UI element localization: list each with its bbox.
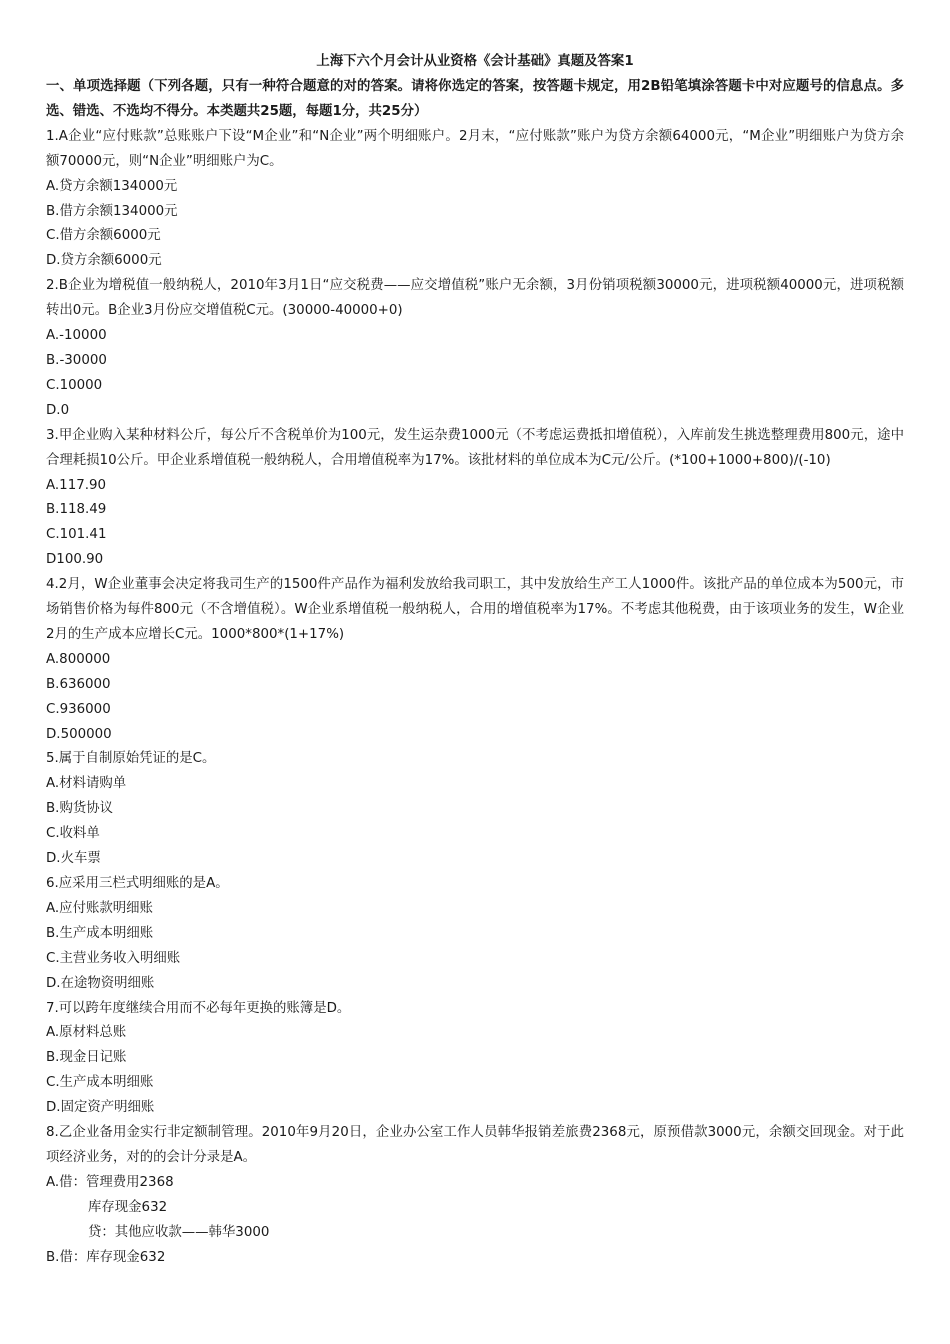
question-stem: 8.乙企业备用金实行非定额制管理。2010年9月20日，企业办公室工作人员韩华报销差旅费2368元，原预借款3000元，余额交回现金。对于此项经济业务，对的的会计分录是A。: [46, 1125, 904, 1165]
answer-option: C.10000: [46, 377, 103, 393]
answer-option: A.贷方余额134000元: [46, 178, 178, 194]
answer-option: C.收料单: [46, 826, 100, 842]
answer-option: A.应付账款明细账: [46, 900, 153, 916]
question-4: [46, 573, 904, 747]
answer-option: A.800000: [46, 651, 111, 667]
question-7: [46, 997, 904, 1122]
question-stem: 5.属于自制原始凭证的是C。: [46, 751, 216, 767]
option-b-debit-line: B.借：库存现金632: [46, 1249, 166, 1265]
option-a-credit-line: 贷：其他应收款——韩华3000: [88, 1224, 270, 1240]
answer-option: C.936000: [46, 701, 111, 717]
option-a-debit-line: A.借：管理费用2368: [46, 1174, 174, 1190]
answer-option: B.-30000: [46, 352, 107, 368]
question-stem: 1.A企业“应付账款”总账账户下设“M企业”和“N企业”两个明细账户。2月末，“应付账款”账户为贷方余额64000元，“M企业”明细账户为贷方余额70000元，则“N企业”明细账户为C。: [46, 128, 904, 169]
question-stem: 7.可以跨年度继续合用而不必每年更换的账簿是D。: [46, 1000, 351, 1016]
answer-option: B.现金日记账: [46, 1050, 127, 1066]
answer-option: D.在途物资明细账: [46, 975, 155, 991]
answer-option: C.借方余额6000元: [46, 228, 161, 244]
question-1: [46, 125, 904, 274]
question-stem: 2.B企业为增税值一般纳税人，2010年3月1日“应交税费——应交增值税”账户无余额，3月份销项税额30000元，进项税额40000元，进项税额转出0元。B企业3月份应交增值税C元。(30000-40000+0): [46, 278, 904, 319]
answer-option: B.购货协议: [46, 801, 114, 817]
answer-option: B.借方余额134000元: [46, 203, 178, 219]
section-heading: 一、单项选择题（下列各题，只有一种符合题意的对的答案。请将你选定的答案，按答题卡规定，用2B铅笔填涂答题卡中对应题号的信息点。多选、错选、不选均不得分。本类题共25题，每题1分，共25分）: [46, 79, 904, 119]
answer-option: B.118.49: [46, 502, 107, 518]
question-8: [46, 1121, 904, 1270]
question-stem: 6.应采用三栏式明细账的是A。: [46, 876, 229, 891]
answer-option: D100.90: [46, 552, 104, 568]
option-a-debit-line-2: 库存现金632: [88, 1199, 168, 1215]
document-page: [46, 50, 904, 1271]
answer-option: A.原材料总账: [46, 1025, 127, 1041]
answer-option: D.火车票: [46, 851, 101, 867]
document-title: 上海下六个月会计从业资格《会计基础》真题及答案1: [316, 54, 634, 69]
answer-option: A.117.90: [46, 477, 107, 493]
question-stem: 3.甲企业购入某种材料公斤，每公斤不含税单价为100元，发生运杂费1000元（不考虑运费抵扣增值税），入库前发生挑选整理费用800元，途中合理耗损10公斤。甲企业系增值税一般纳税人，合用增值税率为17%。该批材料的单位成本为C元/公斤。(*100+1000+800)/(-10): [46, 427, 904, 468]
answer-option: C.101.41: [46, 527, 107, 543]
question-2: [46, 274, 904, 423]
answer-option: D.固定资产明细账: [46, 1100, 155, 1116]
answer-option: D.贷方余额6000元: [46, 253, 162, 269]
answer-option: B.生产成本明细账: [46, 925, 154, 941]
answer-option: D.500000: [46, 726, 112, 742]
answer-option: B.636000: [46, 676, 111, 692]
question-6: [46, 872, 904, 997]
answer-option: C.主营业务收入明细账: [46, 950, 181, 966]
question-list: [46, 125, 904, 1121]
answer-option: A.材料请购单: [46, 776, 127, 792]
question-stem: 4.2月，W企业董事会决定将我司生产的1500件产品作为福利发放给我司职工，其中发放给生产工人1000件。该批产品的单位成本为500元，市场销售价格为每件800元（不含增值税）。W企业系增值税一般纳税人，合用的增值税率为17%。不考虑其他税费，由于该项业务的发生，W企业2月的生产成本应增长C元。1000*800*(1+17%): [46, 577, 904, 642]
answer-option: C.生产成本明细账: [46, 1075, 154, 1091]
answer-option: D.0: [46, 402, 70, 418]
question-5: [46, 747, 904, 872]
answer-option: A.-10000: [46, 328, 107, 344]
question-3: [46, 424, 904, 573]
